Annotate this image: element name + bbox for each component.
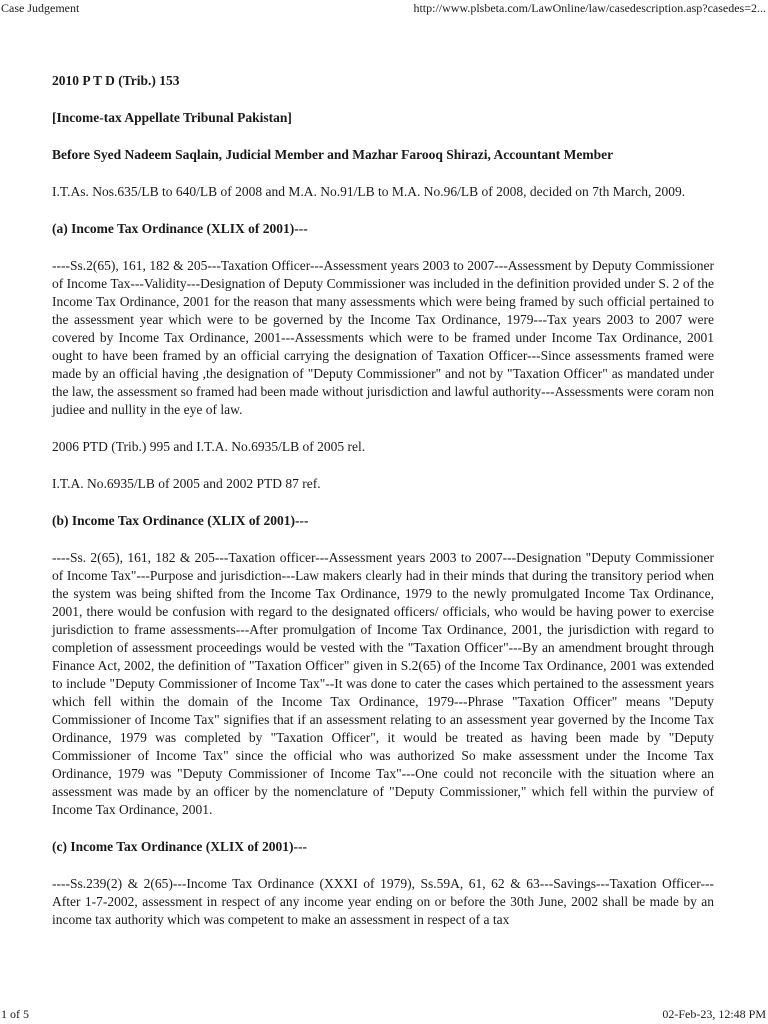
bench: Before Syed Nadeem Saqlain, Judicial Member and Mazhar Farooq Shirazi, Accountant Member	[52, 147, 614, 162]
page-url[interactable]: http://www.plsbeta.com/LawOnline/law/casedescription.asp?casedes=2...	[413, 1, 766, 15]
citation: 2010 P T D (Trib.) 153	[52, 73, 180, 88]
print-footer	[0, 1006, 768, 1022]
relied-citation: 2006 PTD (Trib.) 995 and I.T.A. No.6935/LB of 2005 rel.	[52, 439, 366, 454]
judgement-content	[52, 72, 714, 948]
page-number: 1 of 5	[1, 1007, 29, 1021]
heading-c: (c) Income Tax Ordinance (XLIX of 2001)---	[52, 839, 307, 854]
referred-citation: I.T.A. No.6935/LB of 2005 and 2002 PTD 87 ref.	[52, 476, 321, 491]
court-name: [Income-tax Appellate Tribunal Pakistan]	[52, 110, 292, 125]
paragraph-a: ----Ss.2(65), 161, 182 & 205---Taxation Officer---Assessment years 2003 to 2007---Assessment by Deputy Commissioner of Income Tax---Validity---Designation of Deputy Commissioner was included in the definition provided under S. 2 of the Income Tax Ordinance, 2001 for the reason that many assessments which were being framed by such official pertained to the assessment year which were to be governed by the Income Tax Ordinance, 1979---Tax years 2003 to 2007 were covered by Income Tax Ordinance, 2001---Assessments which were to be framed under Income Tax Ordinance, 2001 ought to have been framed by an official carrying the designation of Taxation Officer---Since assessments framed were made by an official having ,the designation of "Deputy Commissioner" and not by "Taxation Officer" as mandated under the law, the assessment so framed had been made without jurisdiction and lawful authority---Assessments were coram non judiee and nullity in the eye of law.	[52, 258, 714, 417]
paragraph-b: ----Ss. 2(65), 161, 182 & 205---Taxation officer---Assessment years 2003 to 2007---Designation "Deputy Commissioner of Income Tax"---Purpose and jurisdiction---Law makers clearly had in their minds that during the transitory period when the system was being shifted from the Income Tax Ordinance, 1979 to the newly promulgated Income Tax Ordinance, 2001, there would be confusion with regard to the designated officers/ officials, who would be having power to exercise jurisdiction to frame assessments---After promulgation of Income Tax Ordinance, 2001, the jurisdiction with regard to completion of assessment proceedings would be vested with the "Taxation Officer"---By an amendment brought through Finance Act, 2002, the definition of "Taxation Officer" given in S.2(65) of the Income Tax Ordinance, 2001 was extended to include "Deputy Commissioner of Income Tax"--It was done to cater the cases which pertained to the assessment years which fell within the domain of the Income Tax Ordinance, 1979---Phrase "Taxation Officer" means "Deputy Commissioner of Income Tax" signifies that if an assessment relating to an assessment year governed by the Income Tax Ordinance, 1979 was completed by "Taxation Officer", it would be treated as having been made by "Deputy Commissioner of Income Tax" since the official who was authorized So make assessment under the Income Tax Ordinance, 1979 was "Deputy Commissioner of Income Tax"---One could not reconcile with the situation where an assessment was made by an officer by the nomenclature of "Deputy Commissioner," which fell within the purview of Income Tax Ordinance, 2001.	[52, 550, 714, 817]
print-datetime: 02-Feb-23, 12:48 PM	[662, 1007, 766, 1021]
case-reference: I.T.As. Nos.635/LB to 640/LB of 2008 and M.A. No.91/LB to M.A. No.96/LB of 2008, decided on 7th March, 2009.	[52, 184, 686, 199]
paragraph-c: ----Ss.239(2) & 2(65)---Income Tax Ordinance (XXXI of 1979), Ss.59A, 61, 62 & 63---Savings---Taxation Officer---After 1-7-2002, assessment in respect of any income year ending on or before the 30th June, 2002 shall be made by an income tax authority which was competent to make an assessment in respect of a tax	[52, 876, 714, 927]
page-title: Case Judgement	[1, 1, 80, 15]
heading-b: (b) Income Tax Ordinance (XLIX of 2001)---	[52, 513, 309, 528]
heading-a: (a) Income Tax Ordinance (XLIX of 2001)---	[52, 221, 308, 236]
print-header	[0, 0, 768, 16]
